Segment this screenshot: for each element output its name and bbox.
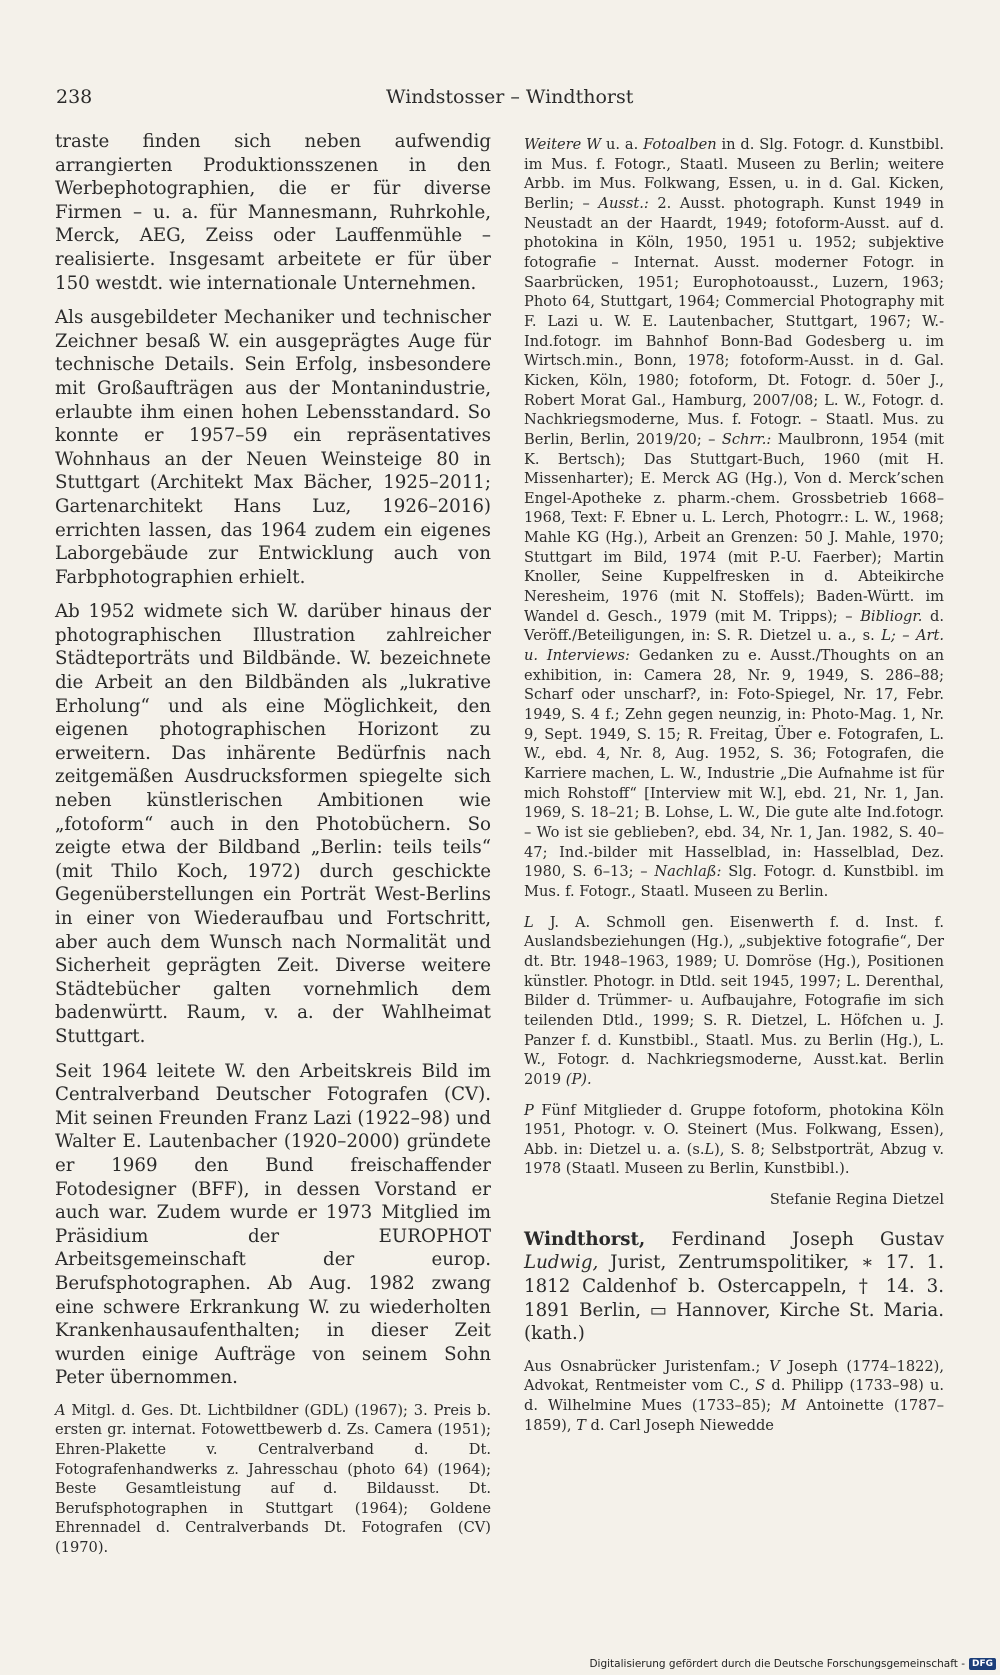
running-head: Windstosser – Windthorst [386,86,634,108]
section-label: L [524,913,534,931]
entry-heading: Windthorst, Ferdinand Joseph Gustav Ludwig, Jurist, Zentrumspolitiker, ∗ 17. 1. 1812 Caldenhof b. Ostercappeln, † 14. 3. 1891 Berlin, ▭ Hannover, Kirche St. Maria. (kath.) [524,1228,944,1345]
section-label: P [524,1101,534,1119]
paragraph: Seit 1964 leitete W. den Arbeitskreis Bild im Centralverband Deutscher Fotografen (CV). Mit seinen Freunden Franz Lazi (1922–98) und Walter E. Lautenbacher (1920–2000) gründete er 1969 den Bund freischaffender Fotodesigner (BFF), in dessen Vorstand er auch war. Zudem wurde er 1973 Mitglied im Präsidium der EUROPHOT Arbeitsgemeinschaft der europ. Berufsphotographen. Ab Aug. 1982 zwang eine schwere Erkrankung W. zu wiederholten Krankenhausaufenthalten; in dieser Zeit wurden einige Aufträge von seinem Sohn Peter übernommen. [55,1060,491,1389]
section-label: – Art. u. Interviews: [524,627,944,665]
section-label: Schrr.: [721,430,772,448]
awards-text: Mitgl. d. Ges. Dt. Lichtbildner (GDL) (1967); 3. Preis b. ersten gr. internat. Fotowettbewerb d. Zs. Camera (1951); Ehren-Plakette v. Centralverband d. Dt. Fotografenhandwerks z. Jahresschau (photo 64) (1964); Beste Gesamtleistung auf d. Bildausst. Dt. Berufsphotographen in Stuttgart (1964); Goldene Ehrennadel d. Centralverbands Dt. Fotografen (CV) (1970). [55,1401,492,1557]
section-label: Ausst.: [598,194,649,212]
dfg-logo: DFG [969,1658,996,1670]
section-label: A [55,1401,66,1419]
family-paragraph: Aus Osnabrücker Juristenfam.; V Joseph (1774–1822), Advokat, Rentmeister vom C., S d. Philipp (1733–98) u. d. Wilhelmine Mues (1733–85); M Antoinette (1787–1859), T d. Carl Joseph Niewedde [524,1357,945,1434]
footer [589,1656,996,1672]
right-column [524,135,944,1446]
awards-note [55,1401,491,1558]
portrait-paragraph: P Fünf Mitglieder d. Gruppe fotoform, photokina Köln 1951, Photogr. v. O. Steinert (Mus. Folkwang, Essen), Abb. in: Dietzel u. a. (s.L), S. 8; Selbstporträt, Abzug v. 1978 (Staatl. Museen zu Berlin, Kunstbibl.). [524,1101,944,1178]
footer-credit: Digitalisierung gefördert durch die Deutsche Forschungsgemeinschaft - [589,1658,965,1670]
section-label: Weitere W [524,136,602,153]
paragraph: Ab 1952 widmete sich W. darüber hinaus der photographischen Illustration zahlreicher Städteporträts und Bildbände. W. bezeichnete die Arbeit an den Bildbänden als „lukrative Erholung“ und als eine Möglichkeit, den eigenen photographischen Horizont zu erweitern. Das inhärente Bedürfnis nach zeitgemäßen Ausdrucksformen spiegelte sich neben künstlerischen Ambitionen wie „fotoform“ auch in den Photobüchern. So zeigte etwa der Bildband „Berlin: teils teils“ (mit Thilo Koch, 1972) durch geschickte Gegenüberstellungen ein Porträt West-Berlins in einer von Wiederaufbau und Fortschritt, aber auch dem Wunsch nach Normalität und Sicherheit geprägten Zeit. Diverse weitere Städtebücher galten vornehmlich dem badenwürtt. Raum, v. a. der Wahlheimat Stuttgart. [55,601,491,1047]
literature-paragraph: L J. A. Schmoll gen. Eisenwerth f. d. Inst. f. Auslandsbeziehungen (Hg.), „subjektive fotografie“, Der dt. Btr. 1948–1963, 1989; U. Domröse (Hg.), Positionen künstler. Photogr. in Dtld. seit 1945, 1997; L. Derenthal, Bilder d. Trümmer- u. Aufbaujahre, Fotografie im sich teilenden Dtld., 1999; S. R. Dietzel, L. Höfchen u. J. Panzer f. d. Kunstbibl., Staatl. Mus. zu Berlin (Hg.), L. W., Fotogr. d. Nachkriegsmoderne, Ausst.kat. Berlin 2019 (P). [524,913,944,1088]
left-column [55,130,491,1569]
paragraph: Als ausgebildeter Mechaniker und technischer Zeichner besaß W. ein ausgeprägtes Auge für technische Details. Sein Erfolg, insbesondere mit Großaufträgen aus der Montanindustrie, erlaubte ihm einen hohen Lebensstandard. So konnte er 1957–59 ein repräsentatives Wohnhaus an der Neuen Weinsteige 80 in Stuttgart (Architekt Max Bächer, 1925–2011; Gartenarchitekt Hans Luz, 1926–2016) errichten lassen, das 1964 zudem ein eigenes Laborgebäude zur Entwicklung auch von Farbphotographien erhielt. [55,307,491,588]
entry-name: Windthorst, [524,1228,646,1250]
works-paragraph: Weitere W u. a. Fotoalben in d. Slg. Fotogr. d. Kunstbibl. im Mus. f. Fotogr., Staatl. Museen zu Berlin; weitere Arbb. im Mus. Folkwang, Essen, u. in d. Gal. Kicken, Berlin; – Ausst.: 2. Ausst. photograph. Kunst 1949 in Neustadt an der Haardt, 1949; fotoform-Ausst. auf d. photokina in Köln, 1950, 1951 u. 1952; subjektive fotografie – Internat. Ausst. moderner Fotogr. in Saarbrücken, 1951; Europhotoausst., Luzern, 1963; Photo 64, Stuttgart, 1964; Commercial Photography mit F. Lazi u. W. E. Lautenbacher, Stuttgart, 1967; W.-Ind.fotogr. im Bahnhof Bonn-Bad Godesberg u. im Wirtsch.min., Bonn, 1978; fotoform-Ausst. in d. Gal. Kicken, Köln, 1980; fotoform, Dt. Fotogr. d. 50er J., Robert Morat Gal., Hamburg, 2007/08; L. W., Fotogr. d. Nachkriegsmoderne, Mus. f. Fotogr. – Staatl. Mus. zu Berlin, Berlin, 2019/20; – Schrr.: Maulbronn, 1954 (mit K. Bertsch); Das Stuttgart-Buch, 1960 (mit H. Missenharter); E. Merck AG (Hg.), Von d. Merck’schen Engel-Apotheke z. pharm.-chem. Grossbetrieb 1668–1968, Text: F. Ebner u. L. Lerch, Photogrr.: L. W., 1968; Mahle KG (Hg.), Arbeit an Grenzen: 50 J. Mahle, 1970; Stuttgart im Bild, 1974 (mit P.-U. Faerber); Martin Knoller, Seine Kuppelfresken in d. Abteikirche Neresheim, 1976 (mit N. Stoffels); Baden-Württ. im Wandel d. Gesch., 1979 (mit M. Tripps); – Bibliogr. d. Veröff./Beteiligungen, in: S. R. Dietzel u. a., s. L; – Art. u. Interviews: Gedanken zu e. Ausst./Thoughts on an exhibition, in: Camera 28, Nr. 9, 1949, S. 286–88; Scharf oder unscharf?, in: Foto-Spiegel, Nr. 17, Febr. 1949, S. 4 f.; Zehn gegen neunzig, in: Photo-Mag. 1, Nr. 9, Sept. 1949, S. 15; R. Freitag, Über e. Fotografen, L. W., ebd. 4, Nr. 8, Aug. 1952, S. 36; Fotografen, die Karriere machen, L. W., Industrie „Die Aufnahme ist für mich Rohstoff“ [Interview mit W.], ebd. 21, Nr. 1, Jan. 1969, S. 18–21; B. Lohse, L. W., Die gute alte Ind.fotogr. – Wo ist sie geblieben?, ebd. 34, Nr. 1, Jan. 1982, S. 40–47; Ind.-bilder mit Hasselblad, in: Hasselblad, Dez. 1980, S. 6–13; – Nachlaß: Slg. Fotogr. d. Kunstbibl. im Mus. f. Fotogr., Staatl. Museen zu Berlin. [524,136,945,900]
section-label: Bibliogr. [860,607,923,625]
page-header [56,86,944,116]
author-signature: Stefanie Regina Dietzel [769,1191,944,1209]
section-label: Nachlaß: [654,863,722,881]
paragraph: traste finden sich neben aufwendig arrangierten Produktionsszenen in den Werbephotographien, die er für diverse Firmen – u. a. für Mannesmann, Ruhrkohle, Merck, AEG, Zeiss oder Lauffenmühle – realisierte. Insgesamt arbeitete er für über 150 westdt. wie internationale Unternehmen. [55,131,491,294]
page-number: 238 [56,86,93,108]
